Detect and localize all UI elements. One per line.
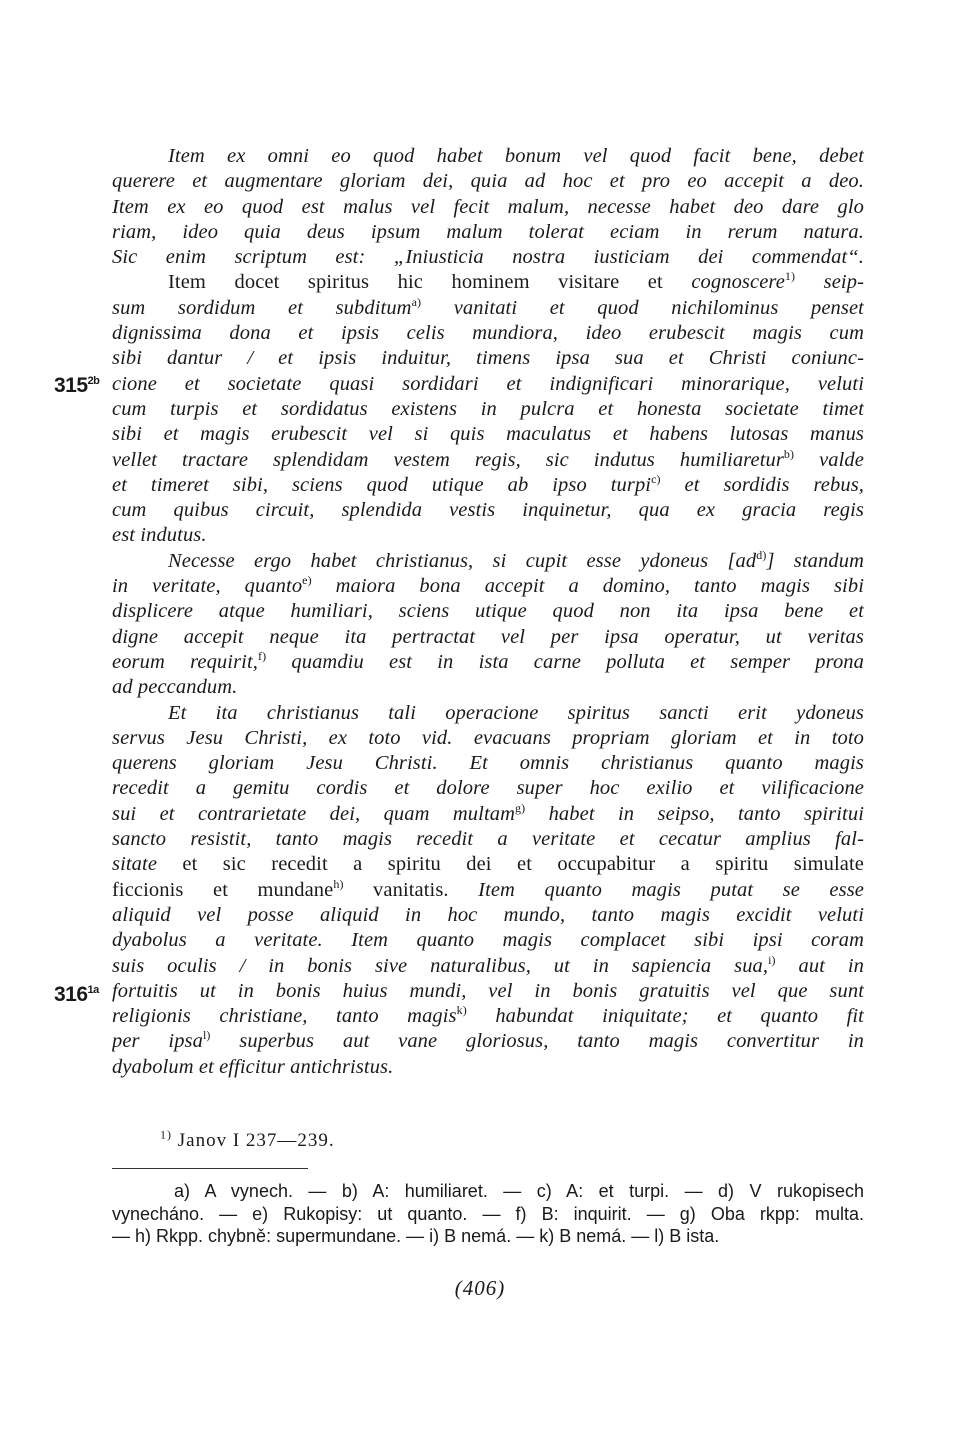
text-span: habundat iniquitate; et quanto fit [466, 1005, 864, 1028]
margin-folio-note: $315^{2b}$ [54, 374, 100, 397]
footnote-marker: k) [456, 1004, 467, 1018]
text-span: ad peccandum. [112, 676, 238, 699]
footnote-marker: c) [651, 472, 661, 487]
text-span: sibi et magis erubescit vel si quis maculatus et habens lutosas manus [112, 423, 864, 446]
text-line [112, 776, 864, 801]
text-line [112, 498, 864, 523]
text-span: vanitatis. [343, 878, 479, 901]
text-span: superbus aut vane gloriosus, tanto magis convertitur in [210, 1030, 864, 1053]
text-span: sancto resistit, tanto magis recedit a veritate et cecatur amplius fal- [112, 828, 864, 851]
footnote-divider [112, 1168, 308, 1169]
text-span: sum sordidum et subditum [112, 296, 412, 319]
text-span: religionis christiane, tanto magis [112, 1005, 457, 1028]
text-span: et sic recedit a spiritu dei et occupabitur a spiritu simulate [157, 853, 864, 876]
text-span: cum turpis et sordidatus existens in pulcra et honesta societate timet [112, 397, 864, 420]
text-line [112, 448, 864, 473]
text-line [112, 245, 864, 270]
text-span: in veritate, quanto [112, 575, 303, 598]
text-line [112, 220, 864, 245]
text-span: riam, ideo quia deus ipsum malum tolerat eciam in rerum natura. [112, 220, 864, 243]
text-span: habet in seipso, tanto spiritui [525, 802, 864, 825]
text-line [112, 321, 864, 346]
text-line [112, 1029, 864, 1054]
text-line [112, 802, 864, 827]
footnote-marker: a) [411, 295, 422, 309]
text-span: vanitati et quod nichilominus penset [421, 296, 864, 319]
footnote-marker: d) [756, 548, 767, 562]
text-line [112, 852, 864, 877]
text-span: querere et augmentare gloriam dei, quia ad hoc et pro eo accepit a deo. [112, 170, 864, 193]
text-line [112, 473, 864, 498]
text-line [112, 650, 864, 675]
footnote-marker: 1) [784, 270, 796, 284]
text-span: displicere atque humiliari, sciens utique quod non ita ipsa bene et [112, 600, 864, 623]
text-line [112, 270, 864, 295]
text-line [112, 751, 864, 776]
text-span: Item docet spiritus hic hominem visitare et [168, 271, 692, 294]
text-line [112, 169, 864, 194]
text-span: ficcionis et mundane [112, 878, 334, 901]
footnote-marker: e) [302, 574, 312, 588]
text-span: cione et societate quasi sordidari et indignificari minorarique, veluti [112, 372, 864, 395]
text-span: aut in [775, 954, 864, 977]
text-line [112, 397, 864, 422]
text-span: valde [794, 448, 864, 471]
text-line [112, 574, 864, 599]
text-line [112, 1004, 864, 1029]
text-line [112, 928, 864, 953]
text-span: et sordidis rebus, [660, 473, 864, 496]
text-span: recedit a gemitu cordis et dolore super hoc exilio et vilificacione [112, 777, 864, 800]
source-reference-note: $^{1)}$ Janov I 237—239. [160, 1127, 335, 1151]
text-span: eorum requirit, [112, 650, 258, 673]
text-span: sitate [112, 853, 158, 876]
text-line [112, 346, 864, 371]
text-span: Et ita christianus tali operacione spiritus sancti erit ydoneus [168, 701, 864, 724]
footnote-line: a) A vynech. — b) A: humiliaret. — c) A: et turpi. — d) V rukopisech [174, 1181, 864, 1201]
page-number: (406) [454, 1276, 506, 1300]
footnote-marker: l) [202, 1029, 211, 1043]
text-span: vellet tractare splendidam vestem regis, sic indutus humiliaretur [112, 448, 784, 471]
text-span: fortuitis ut in bonis huius mundi, vel in bonis gratuitis vel que sunt [112, 979, 864, 1002]
text-span: seip- [795, 271, 864, 294]
text-span: Item ex omni eo quod habet bonum vel quod facit bene, debet [168, 145, 864, 167]
text-span: dyabolum et efficitur antichristus. [112, 1055, 394, 1078]
text-span: maiora bona accepit a domino, tanto magis sibi [311, 575, 864, 598]
footnote-line: — h) Rkpp. chybně: supermundane. — i) B nemá. — k) B nemá. — l) B ista. [112, 1226, 720, 1247]
text-span: per ipsa [112, 1030, 203, 1053]
text-span: Sic enim scriptum est: „Iniusticia nostra iusticiam dei commendat“. [112, 246, 864, 269]
footnote-marker: f) [257, 649, 267, 664]
footnote-marker: g) [515, 801, 526, 815]
text-span: digne accepit neque ita pertractat vel per ipsa operatur, ut veritas [112, 625, 864, 648]
text-span: est indutus. [112, 524, 207, 547]
text-line [112, 372, 864, 397]
text-line [112, 1055, 864, 1080]
text-span: querens gloriam Jesu Christi. Et omnis christianus quanto magis [112, 752, 864, 775]
text-line [112, 726, 864, 751]
footnotes [112, 1180, 864, 1248]
text-span: sui et contrarietate dei, quam multam [112, 802, 516, 825]
text-line [112, 903, 864, 928]
body-text [112, 144, 864, 1080]
text-line [112, 979, 864, 1004]
text-span: cognoscere [691, 271, 785, 294]
text-line [112, 827, 864, 852]
text-span: Item quanto magis putat se esse [478, 878, 864, 901]
footnote-marker: i) [768, 953, 776, 967]
text-line [112, 523, 864, 548]
footnote-marker: h) [333, 877, 344, 891]
text-line [112, 625, 864, 650]
footnote-marker: b) [783, 447, 795, 461]
text-line [112, 701, 864, 726]
text-span: aliquid vel posse aliquid in hoc mundo, tanto magis excidit veluti [112, 903, 864, 926]
text-span: et timeret sibi, sciens quod utique ab ipso turpi [112, 473, 652, 496]
text-line [112, 296, 864, 321]
text-span: cum quibus circuit, splendida vestis inquinetur, qua ex gracia regis [112, 499, 864, 522]
text-span: Necesse ergo habet christianus, si cupit esse ydoneus [ad [168, 549, 757, 572]
margin-folio-note: $316^{1a}$ [54, 983, 99, 1006]
text-line [112, 954, 864, 979]
text-line [112, 599, 864, 624]
text-span: servus Jesu Christi, ex toto vid. evacuans propriam gloriam et in toto [112, 726, 864, 749]
text-line [112, 195, 864, 220]
text-span: dyabolus a veritate. Item quanto magis complacet sibi ipsi coram [112, 929, 864, 952]
text-line [112, 675, 864, 700]
text-span: Item ex eo quod est malus vel fecit malum, necesse habet deo dare glo [112, 195, 864, 218]
text-line [112, 422, 864, 447]
text-span: ] standum [766, 549, 864, 572]
text-span: sibi dantur / et ipsis induitur, timens ipsa sua et Christi coniunc- [112, 347, 864, 370]
text-span: suis oculis / in bonis sive naturalibus, ut in sapiencia sua, [112, 954, 769, 977]
footnote-line: vynecháno. — e) Rukopisy: ut quanto. — f) B: inquirit. — g) Oba rkpp: multa. [112, 1203, 864, 1224]
text-line [112, 549, 864, 574]
text-line [112, 878, 864, 903]
text-span: dignissima dona et ipsis celis mundiora, ideo erubescit magis cum [112, 322, 864, 345]
text-span: quamdiu est in ista carne polluta et semper prona [266, 650, 864, 673]
text-line [112, 144, 864, 169]
